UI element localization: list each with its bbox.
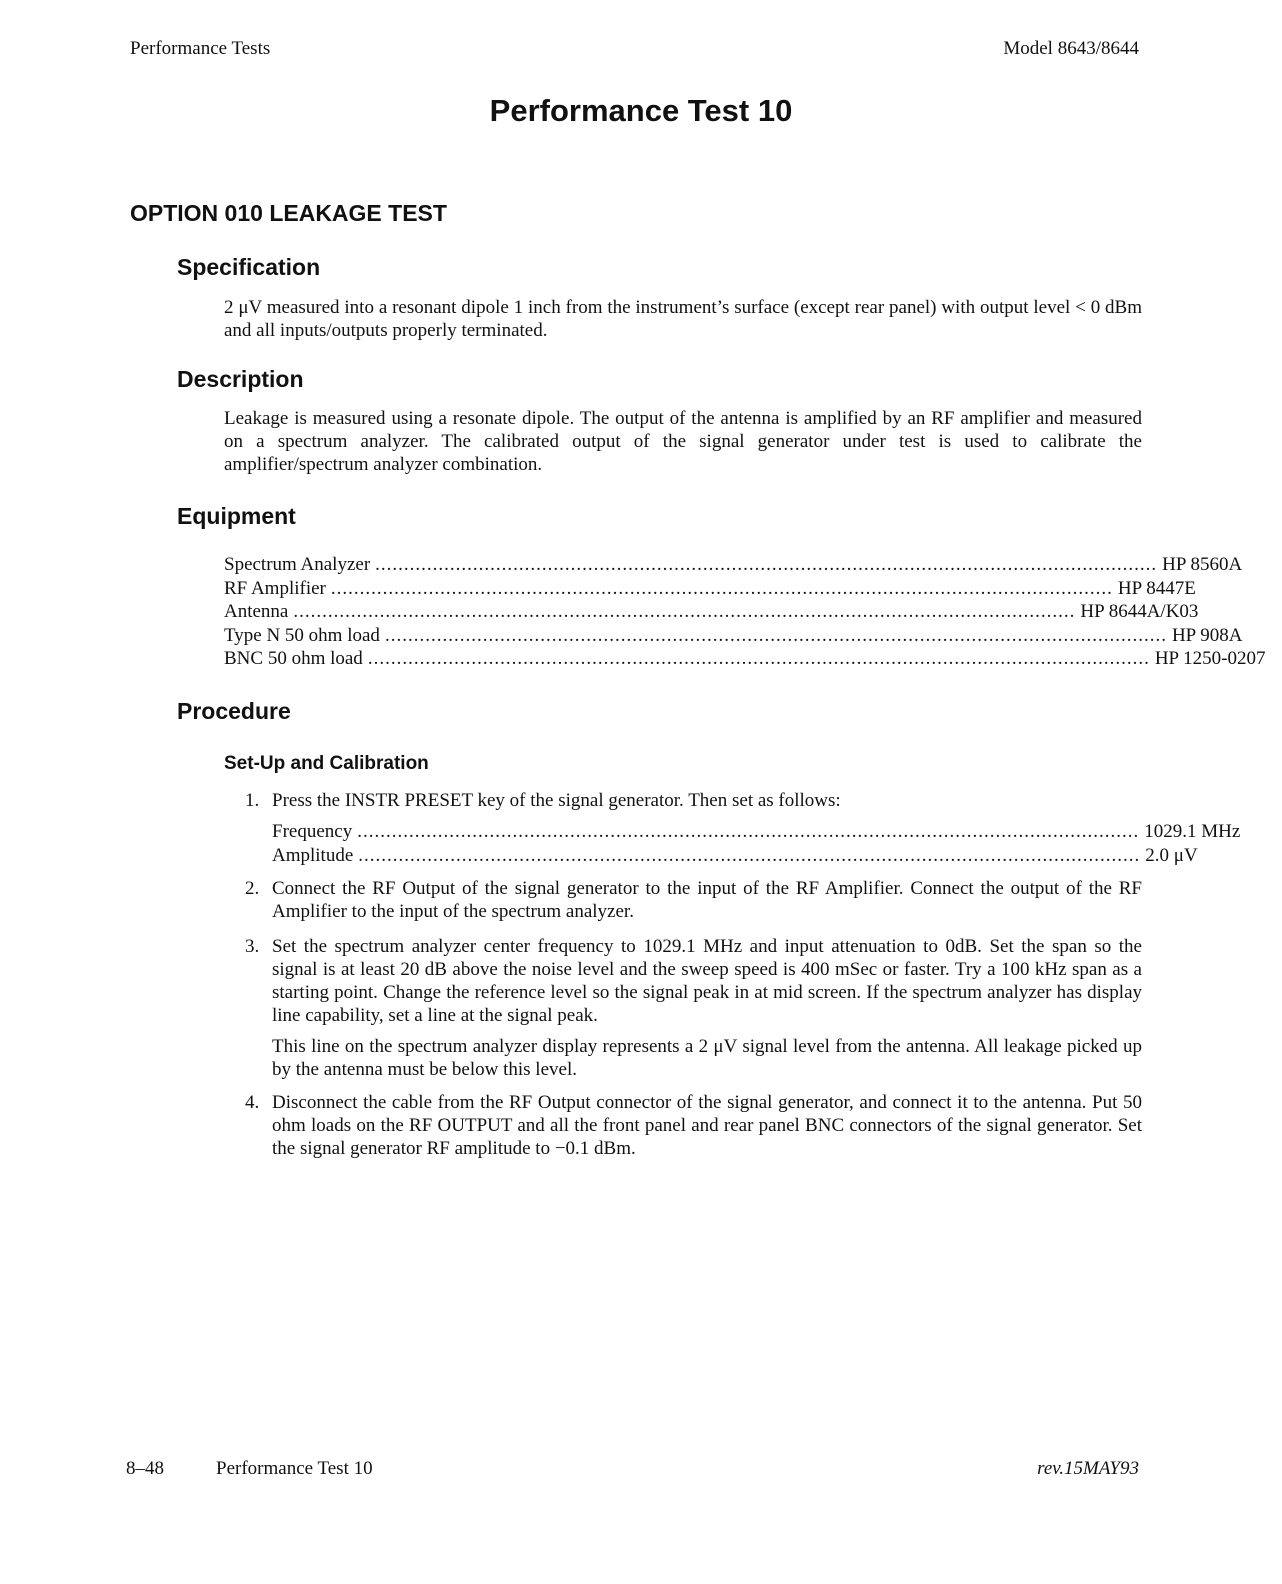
leader-dots: ........................................................................................................................................ (375, 554, 1158, 575)
procedure-step (245, 789, 1241, 867)
leader-dots: ........................................................................................................................................ (293, 601, 1076, 622)
leader-dots: ........................................................................................................................................ (330, 577, 1113, 599)
step-note: This line on the spectrum analyzer display represents a 2 μV signal level from the antenna. All leakage picked up by the antenna must be below this level. (272, 1036, 1142, 1080)
leader-dots: ........................................................................................................................................ (357, 821, 1140, 842)
procedure-steps (245, 789, 1241, 1160)
leader-dots: ........................................................................................................................................ (358, 844, 1141, 866)
settings-list (272, 820, 1241, 867)
equipment-heading: Equipment (177, 503, 296, 529)
equipment-model: HP 1250-0207 (1154, 648, 1266, 669)
step-text: Disconnect the cable from the RF Output connector of the signal generator, and connect it to the antenna. Put 50 ohm loads on the RF OUTPUT and all the front panel and rear panel BNC connectors of the signal generator. Set the signal generator RF amplitude to −0.1 dBm. (272, 1092, 1142, 1159)
page-number: 8–48 (126, 1458, 164, 1479)
description-heading: Description (177, 366, 304, 392)
equipment-list (224, 553, 1266, 671)
setting-name: Frequency (272, 821, 353, 842)
description-text: Leakage is measured using a resonate dipole. The output of the antenna is amplified by an RF amplifier and measured on a spectrum analyzer. The calibrated output of the signal generator under test is used to calibrate the amplifier/spectrum analyzer combination. (224, 408, 1142, 475)
setting-value: 1029.1 MHz (1144, 821, 1241, 842)
procedure-step (245, 877, 1142, 923)
specification-heading: Specification (177, 254, 321, 280)
leader-dots: ........................................................................................................................................ (384, 624, 1167, 646)
equipment-name: Type N 50 ohm load (224, 624, 380, 646)
equipment-item (224, 624, 1243, 648)
equipment-item (224, 553, 1243, 577)
procedure-heading: Procedure (177, 698, 291, 724)
setting-item (272, 844, 1198, 868)
specification-text: 2 μV measured into a resonant dipole 1 inch from the instrument’s surface (except rear panel) with output level < 0 dBm and all inputs/outputs properly terminated. (224, 297, 1142, 341)
equipment-name: Antenna (224, 601, 289, 622)
section-title: OPTION 010 LEAKAGE TEST (130, 200, 447, 226)
running-header-right: Model 8643/8644 (1003, 38, 1139, 59)
revision-date: rev.15MAY93 (1037, 1458, 1139, 1479)
equipment-model: HP 8447E (1117, 577, 1196, 599)
step-text: Set the spectrum analyzer center frequency to 1029.1 MHz and input attenuation to 0dB. Set the span so the signal is at least 20 dB above the noise level and the sweep speed is 400 mSec or faster. Try a 100 kHz span as a starting point. Change the reference level so the signal peak in at mid screen. If the spectrum analyzer has display line capability, set a line at the signal peak. (272, 936, 1142, 1026)
running-header-left: Performance Tests (130, 38, 271, 59)
equipment-name: Spectrum Analyzer (224, 554, 371, 575)
step-number: 1. (245, 790, 260, 811)
equipment-model: HP 8560A (1162, 554, 1243, 575)
footer-title: Performance Test 10 (216, 1458, 373, 1479)
procedure-step (245, 935, 1142, 1081)
setting-name: Amplitude (272, 844, 354, 866)
equipment-name: BNC 50 ohm load (224, 648, 363, 669)
equipment-model: HP 908A (1171, 624, 1243, 646)
equipment-item (224, 647, 1266, 671)
leader-dots: ........................................................................................................................................ (367, 648, 1150, 669)
procedure-step (245, 1091, 1142, 1160)
step-number: 4. (245, 1092, 260, 1113)
equipment-item (224, 600, 1199, 624)
step-number: 3. (245, 936, 260, 957)
step-text: Press the INSTR PRESET key of the signal generator. Then set as follows: (272, 790, 841, 811)
step-text: Connect the RF Output of the signal generator to the input of the RF Amplifier. Connect the output of the RF Amplifier to the input of the spectrum analyzer. (272, 878, 1142, 922)
setup-subheading: Set-Up and Calibration (224, 753, 429, 774)
equipment-model: HP 8644A/K03 (1080, 601, 1199, 622)
setting-value: 2.0 μV (1145, 844, 1198, 866)
equipment-name: RF Amplifier (224, 577, 326, 599)
setting-item (272, 820, 1241, 844)
page-title: Performance Test 10 (489, 93, 793, 128)
equipment-item (224, 577, 1196, 601)
step-number: 2. (245, 878, 260, 899)
